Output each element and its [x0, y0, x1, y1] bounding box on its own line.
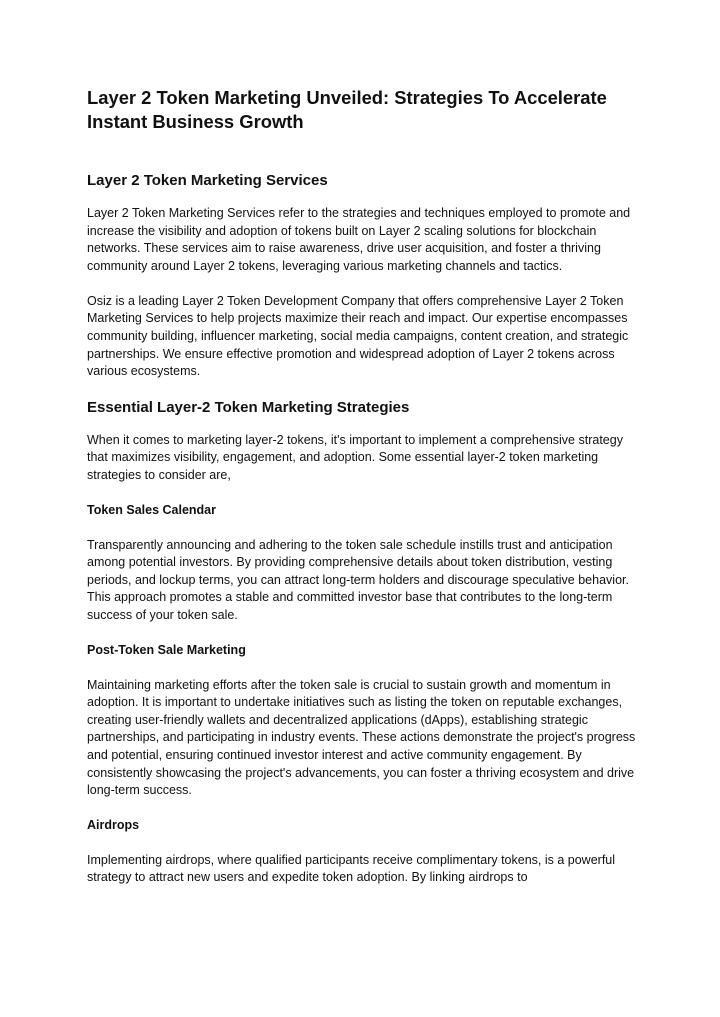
services-paragraph-1: Layer 2 Token Marketing Services refer to the strategies and techniques employed to promote and increase the visibility and adoption of tokens built on Layer 2 scaling solutions for blockchain networks. These services aim to raise awareness, drive user acquisition, and foster a thriving community around Layer 2 tokens, leveraging various marketing channels and tactics. — [87, 206, 631, 273]
post-token-sale-text: Maintaining marketing efforts after the token sale is crucial to sustain growth and momentum in adoption. It is important to undertake initiatives such as listing the token on reputable exchanges, creating user-friendly wallets and decentralized applications (dApps), establishing strategic partnerships, and participating in industry events. These actions demonstrate the project's progress and potential, ensuring continued investor interest and active community engagement. By consistently showcasing the project's advancements, you can foster a thriving ecosystem and drive long-term success. — [87, 677, 636, 798]
services-paragraph-2: Osiz is a leading Layer 2 Token Development Company that offers comprehensive Layer 2 Token Marketing Services to help projects maximize their reach and impact. Our expertise encompasses community building, influencer marketing, social media campaigns, content creation, and strategic partnerships. We ensure effective promotion and widespread adoption of Layer 2 tokens across various ecosystems. — [87, 293, 629, 379]
document-page — [87, 86, 639, 887]
subheading-post-token-sale: Post-Token Sale Marketing — [87, 642, 246, 657]
document-title: Layer 2 Token Marketing Unveiled: Strategies To Accelerate Instant Business Growth — [87, 87, 607, 132]
token-sales-calendar-text: Transparently announcing and adhering to the token sale schedule instills trust and anticipation among potential investors. By providing comprehensive details about token distribution, vesting periods, and lockup terms, you can attract long-term holders and discourage speculative behavior. This approach promotes a stable and committed investor base that contributes to the long-term success of your token sale. — [87, 537, 629, 622]
heading-services: Layer 2 Token Marketing Services — [87, 172, 328, 189]
strategies-intro: When it comes to marketing layer-2 tokens, it's important to implement a comprehensive strategy that maximizes visibility, engagement, and adoption. Some essential layer-2 token marketing strategies to consider are, — [87, 432, 623, 483]
subheading-airdrops: Airdrops — [87, 817, 140, 832]
heading-strategies: Essential Layer-2 Token Marketing Strategies — [87, 398, 410, 416]
subheading-token-sales-calendar: Token Sales Calendar — [87, 502, 216, 517]
airdrops-text: Implementing airdrops, where qualified participants receive complimentary tokens, is a powerful strategy to attract new users and expedite token adoption. By linking airdrops to — [87, 852, 616, 885]
